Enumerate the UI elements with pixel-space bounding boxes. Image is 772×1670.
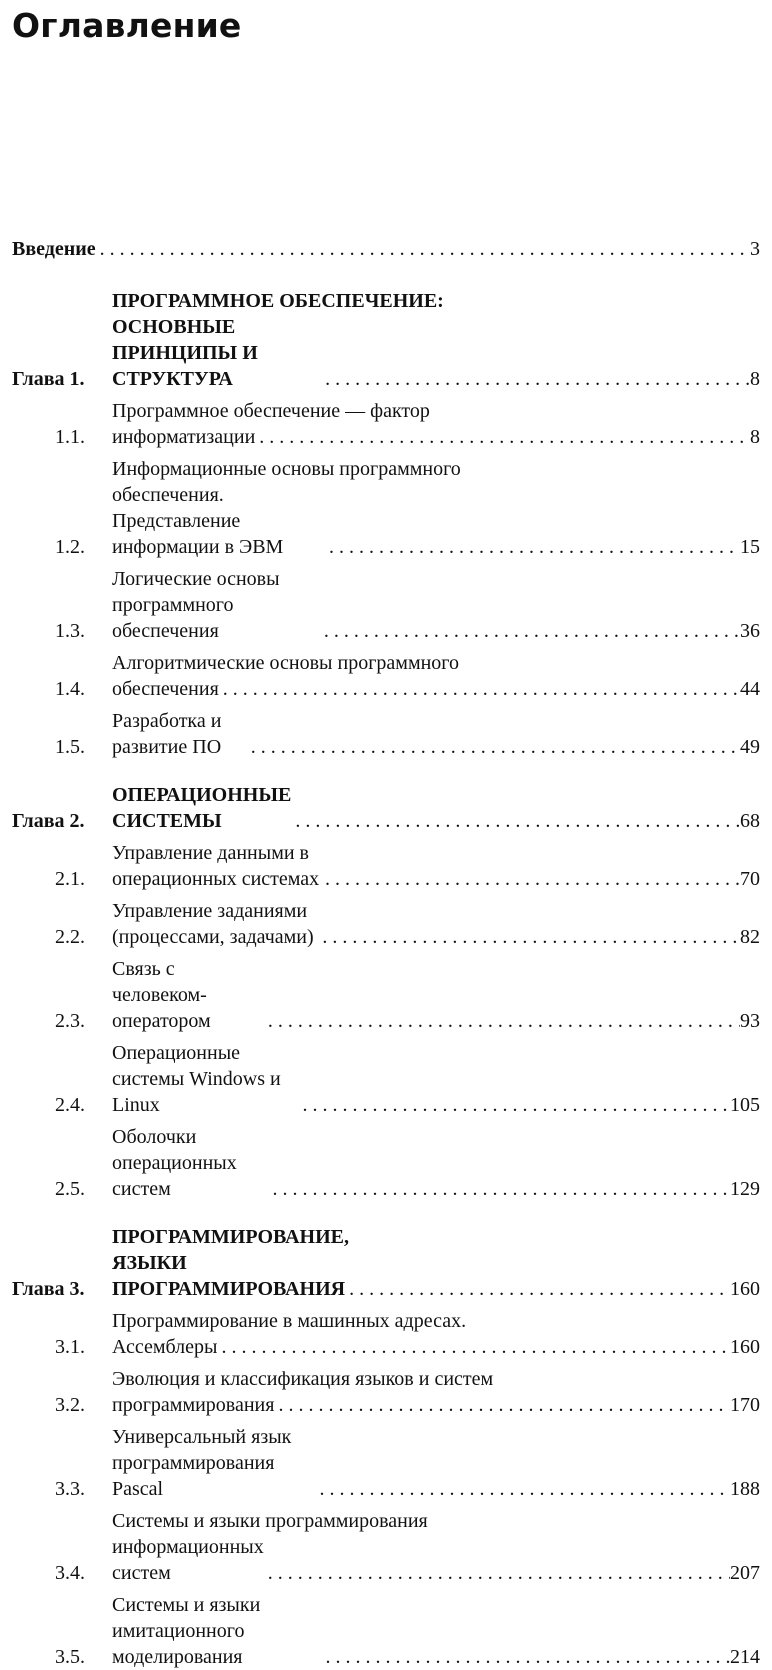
toc-entry-title: Введение (12, 238, 96, 260)
page-number: 3 (750, 238, 760, 260)
leader-dots (217, 1334, 730, 1360)
page-number: 170 (730, 1394, 760, 1416)
section-title-line: обеспечения. Представление информации в ЭВМ (112, 484, 284, 558)
section-number: 1.2. (55, 536, 85, 558)
section-number: 1.4. (55, 678, 85, 700)
leader-dots (219, 676, 740, 702)
leader-dots (318, 924, 740, 950)
leader-dots (315, 1476, 730, 1502)
section-title-line: Информационные основы программного (112, 458, 461, 480)
page-number: 44 (740, 678, 760, 700)
section-title-line: информационных систем (112, 1536, 264, 1584)
toc-section-1-3[interactable] (12, 566, 760, 644)
section-number: 2.5. (55, 1178, 85, 1200)
chapter-title-line: ПРОГРАММНОЕ ОБЕСПЕЧЕНИЕ: (112, 290, 444, 312)
section-number: 2.2. (55, 926, 85, 948)
leader-dots (322, 1644, 730, 1670)
toc-section-2-3[interactable] (12, 956, 760, 1034)
leader-dots (268, 1176, 730, 1202)
leader-dots (264, 1008, 740, 1034)
section-number: 3.1. (55, 1336, 85, 1358)
toc-section-3-3[interactable] (12, 1424, 760, 1502)
leader-dots (264, 1560, 730, 1586)
chapter-title-line: ОСНОВНЫЕ ПРИНЦИПЫ И СТРУКТУРА (112, 316, 258, 390)
section-title-line: Программирование в машинных адресах. (112, 1310, 467, 1332)
toc-chapter-3[interactable] (12, 1224, 760, 1302)
section-title-line: обеспечения (112, 678, 219, 700)
page-number: 8 (750, 426, 760, 448)
leader-dots (274, 1392, 730, 1418)
leader-dots (325, 534, 740, 560)
section-title-line: Логические основы программного обеспечения (112, 568, 280, 642)
page-number: 105 (730, 1094, 760, 1116)
chapter-number: Глава 1. (12, 368, 85, 390)
leader-dots (321, 366, 750, 392)
toc-section-2-4[interactable] (12, 1040, 760, 1118)
toc-section-3-4[interactable] (12, 1508, 760, 1586)
toc-section-1-2[interactable] (12, 456, 760, 560)
toc-entry-intro[interactable] (12, 236, 760, 262)
section-title-line: Операционные системы Windows и Linux (112, 1042, 281, 1116)
toc-section-2-2[interactable] (12, 898, 760, 950)
section-title-line: Связь с человеком-оператором (112, 958, 211, 1032)
leader-dots (255, 424, 750, 450)
toc-chapter-2[interactable] (12, 782, 760, 834)
section-title-line: Эволюция и классификация языков и систем (112, 1368, 494, 1390)
section-title-line: Ассемблеры (112, 1336, 218, 1358)
chapter-number: Глава 3. (12, 1278, 85, 1300)
leader-dots (247, 734, 740, 760)
page-number: 49 (740, 736, 760, 758)
section-number: 3.4. (55, 1562, 85, 1584)
toc-section-3-5[interactable] (12, 1592, 760, 1670)
leader-dots (321, 866, 740, 892)
page-number: 15 (740, 536, 760, 558)
section-title-line: Управление заданиями (процессами, задачами) (112, 900, 314, 948)
section-number: 3.2. (55, 1394, 85, 1416)
page-number: 188 (730, 1478, 760, 1500)
chapter-title-line: ОПЕРАЦИОННЫЕ СИСТЕМЫ (112, 784, 292, 832)
leader-dots (299, 1092, 730, 1118)
section-number: 1.5. (55, 736, 85, 758)
page-number: 129 (730, 1178, 760, 1200)
section-title-line: Системы и языки программирования (112, 1510, 428, 1532)
page-number: 70 (740, 868, 760, 890)
page-number: 82 (740, 926, 760, 948)
section-title-line: Разработка и развитие ПО (112, 710, 222, 758)
toc-section-3-1[interactable] (12, 1308, 760, 1360)
page-number: 207 (730, 1562, 760, 1584)
page-title: Оглавление (12, 6, 242, 45)
chapter-title-line: ПРОГРАММИРОВАНИЕ, (112, 1226, 349, 1248)
section-title-line: информатизации (112, 426, 256, 448)
leader-dots (345, 1276, 730, 1302)
section-title-line: Алгоритмические основы программного (112, 652, 460, 674)
page-number: 160 (730, 1278, 760, 1300)
section-number: 2.3. (55, 1010, 85, 1032)
page-number: 68 (740, 810, 760, 832)
toc-section-2-5[interactable] (12, 1124, 760, 1202)
leader-dots (320, 618, 740, 644)
page-number: 8 (750, 368, 760, 390)
section-number: 3.3. (55, 1478, 85, 1500)
section-title-line: Универсальный язык программирования Pascal (112, 1426, 292, 1500)
toc-section-1-4[interactable] (12, 650, 760, 702)
page-number: 214 (730, 1646, 760, 1668)
section-title-line: Управление данными в операционных системах (112, 842, 320, 890)
section-number: 2.4. (55, 1094, 85, 1116)
section-number: 3.5. (55, 1646, 85, 1668)
chapter-title-line: ЯЗЫКИ ПРОГРАММИРОВАНИЯ (112, 1252, 346, 1300)
chapter-number: Глава 2. (12, 810, 85, 832)
toc-section-3-2[interactable] (12, 1366, 760, 1418)
table-of-contents (12, 236, 760, 1670)
section-number: 2.1. (55, 868, 85, 890)
section-title-line: Системы и языки имитационного моделирования (112, 1594, 261, 1668)
toc-section-1-1[interactable] (12, 398, 760, 450)
toc-section-2-1[interactable] (12, 840, 760, 892)
leader-dots (96, 236, 750, 262)
page-number: 160 (730, 1336, 760, 1358)
section-title-line: Оболочки операционных систем (112, 1126, 237, 1200)
section-number: 1.1. (55, 426, 85, 448)
toc-chapter-1[interactable] (12, 288, 760, 392)
section-title-line: программирования (112, 1394, 275, 1416)
page-number: 36 (740, 620, 760, 642)
section-title-line: Программное обеспечение — фактор (112, 400, 430, 422)
leader-dots (291, 808, 740, 834)
section-number: 1.3. (55, 620, 85, 642)
toc-section-1-5[interactable] (12, 708, 760, 760)
page-number: 93 (740, 1010, 760, 1032)
